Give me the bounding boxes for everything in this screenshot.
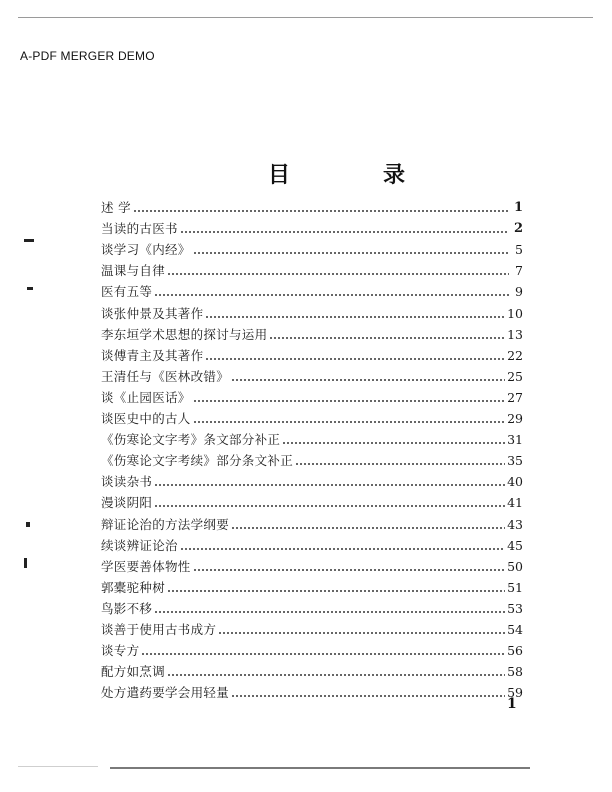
scan-speck bbox=[24, 239, 34, 242]
toc-entry-page: 1 bbox=[513, 200, 523, 216]
toc-entry[interactable] bbox=[101, 637, 523, 658]
toc-entry[interactable] bbox=[101, 194, 523, 215]
bottom-rule bbox=[110, 767, 530, 769]
toc-entry-page: 7 bbox=[515, 263, 523, 279]
toc-leader-dots bbox=[231, 527, 505, 529]
toc-leader-dots bbox=[193, 569, 505, 571]
toc-entry-title: 谈读杂书 bbox=[101, 474, 153, 490]
toc-entry-title: 李东垣学术思想的探讨与运用 bbox=[101, 326, 268, 342]
toc-entry[interactable] bbox=[101, 321, 523, 342]
toc-entry-title: 谈《止园医话》 bbox=[101, 389, 191, 405]
toc-entry[interactable] bbox=[101, 616, 523, 637]
page-number: 1 bbox=[507, 696, 517, 712]
page-title-char-1: 目 bbox=[268, 162, 291, 188]
toc-leader-dots bbox=[193, 252, 509, 254]
toc-leader-dots bbox=[167, 273, 509, 275]
toc-entry-page: 45 bbox=[507, 537, 523, 553]
toc-leader-dots bbox=[154, 505, 505, 507]
toc-entry-page: 43 bbox=[507, 516, 523, 532]
toc-leader-dots bbox=[141, 653, 505, 655]
toc-entry-title: 谈张仲景及其著作 bbox=[101, 305, 204, 321]
toc-entry-page: 58 bbox=[507, 664, 523, 680]
toc-entry-title: 续谈辨证论治 bbox=[101, 537, 178, 553]
toc-leader-dots bbox=[154, 611, 505, 613]
scan-speck bbox=[24, 558, 27, 568]
toc-entry[interactable] bbox=[101, 468, 523, 489]
toc-entry-title: 谈医史中的古人 bbox=[101, 411, 191, 427]
scan-speck bbox=[26, 522, 30, 527]
toc-leader-dots bbox=[193, 400, 505, 402]
toc-entry-title: 述 学 bbox=[101, 200, 131, 216]
toc-leader-dots bbox=[269, 337, 505, 339]
toc-entry[interactable] bbox=[101, 215, 523, 236]
toc-leader-dots bbox=[167, 590, 505, 592]
toc-entry[interactable] bbox=[101, 532, 523, 553]
toc-entry-title: 《伤寒论文字考》条文部分补正 bbox=[101, 432, 281, 448]
watermark-text: A-PDF MERGER DEMO bbox=[20, 49, 155, 63]
toc-entry-page: 10 bbox=[507, 305, 523, 321]
toc-entry[interactable] bbox=[101, 595, 523, 616]
toc-entry[interactable] bbox=[101, 553, 523, 574]
toc-entry-page: 27 bbox=[507, 389, 523, 405]
toc-entry-title: 谈善于使用古书成方 bbox=[101, 621, 217, 637]
toc-entry-title: 鸟影不移 bbox=[101, 600, 153, 616]
toc-leader-dots bbox=[205, 358, 505, 360]
toc-leader-dots bbox=[180, 231, 509, 233]
toc-entry[interactable] bbox=[101, 574, 523, 595]
toc-leader-dots bbox=[205, 316, 505, 318]
toc-leader-dots bbox=[154, 294, 509, 296]
toc-entry-page: 56 bbox=[507, 643, 523, 659]
toc-entry-title: 王清任与《医林改错》 bbox=[101, 368, 230, 384]
toc-entry[interactable] bbox=[101, 363, 523, 384]
toc-leader-dots bbox=[231, 379, 505, 381]
toc-entry-title: 漫谈阴阳 bbox=[101, 495, 153, 511]
toc-entry[interactable] bbox=[101, 278, 523, 299]
toc-entry-page: 5 bbox=[515, 242, 523, 258]
toc-entry-page: 40 bbox=[507, 474, 523, 490]
scan-speck bbox=[27, 287, 33, 290]
toc-leader-dots bbox=[218, 632, 505, 634]
toc-entry-title: 处方遣药要学会用轻量 bbox=[101, 685, 230, 701]
toc-entry[interactable] bbox=[101, 236, 523, 257]
toc-leader-dots bbox=[231, 695, 505, 697]
toc-entry-page: 31 bbox=[507, 432, 523, 448]
toc-entry[interactable] bbox=[101, 510, 523, 531]
toc-entry-title: 郭橐驼种树 bbox=[101, 579, 166, 595]
toc-leader-dots bbox=[193, 421, 505, 423]
toc-entry-page: 51 bbox=[507, 579, 523, 595]
toc-entry-page: 41 bbox=[507, 495, 523, 511]
toc-entry-page: 29 bbox=[507, 411, 523, 427]
toc-entry-page: 35 bbox=[507, 453, 523, 469]
page-title-char-2: 录 bbox=[383, 162, 406, 188]
page-title bbox=[0, 158, 612, 188]
toc-entry[interactable] bbox=[101, 489, 523, 510]
toc-entry[interactable] bbox=[101, 658, 523, 679]
toc-entry-page: 22 bbox=[507, 347, 523, 363]
toc-entry-page: 59 bbox=[507, 685, 523, 701]
toc-entry[interactable] bbox=[101, 405, 523, 426]
top-rule bbox=[18, 17, 593, 18]
toc-entry-title: 配方如烹调 bbox=[101, 664, 166, 680]
toc-entry[interactable] bbox=[101, 342, 523, 363]
toc-entry-page: 13 bbox=[507, 326, 523, 342]
toc-leader-dots bbox=[154, 484, 505, 486]
bottom-rule-faint bbox=[18, 766, 98, 767]
toc-entry[interactable] bbox=[101, 426, 523, 447]
toc-leader-dots bbox=[295, 463, 505, 465]
toc-entry-title: 学医要善体物性 bbox=[101, 558, 191, 574]
toc-entry-page: 9 bbox=[515, 284, 523, 300]
toc-entry-page: 53 bbox=[507, 600, 523, 616]
toc-leader-dots bbox=[180, 548, 505, 550]
toc-entry-title: 谈学习《内经》 bbox=[101, 242, 191, 258]
toc-entry-title: 辩证论治的方法学纲要 bbox=[101, 516, 230, 532]
toc-entry[interactable] bbox=[101, 257, 523, 278]
toc-entry-title: 谈专方 bbox=[101, 643, 140, 659]
toc-entry-page: 54 bbox=[507, 621, 523, 637]
toc-entry-title: 当读的古医书 bbox=[101, 221, 178, 237]
toc-entry-page: 25 bbox=[507, 368, 523, 384]
toc-entry[interactable] bbox=[101, 447, 523, 468]
toc-entry-title: 《伤寒论文字考续》部分条文补正 bbox=[101, 453, 294, 469]
toc-leader-dots bbox=[167, 674, 505, 676]
toc-entry[interactable] bbox=[101, 299, 523, 320]
toc-entry-title: 谈傅青主及其著作 bbox=[101, 347, 204, 363]
toc-leader-dots bbox=[133, 210, 509, 212]
toc-entry[interactable] bbox=[101, 679, 523, 700]
toc-entry-title: 温课与自律 bbox=[101, 263, 166, 279]
toc-leader-dots bbox=[282, 442, 505, 444]
toc-entry-title: 医有五等 bbox=[101, 284, 153, 300]
table-of-contents bbox=[101, 194, 523, 700]
toc-entry-page: 50 bbox=[507, 558, 523, 574]
toc-entry-page: 2 bbox=[513, 221, 523, 237]
toc-entry[interactable] bbox=[101, 384, 523, 405]
